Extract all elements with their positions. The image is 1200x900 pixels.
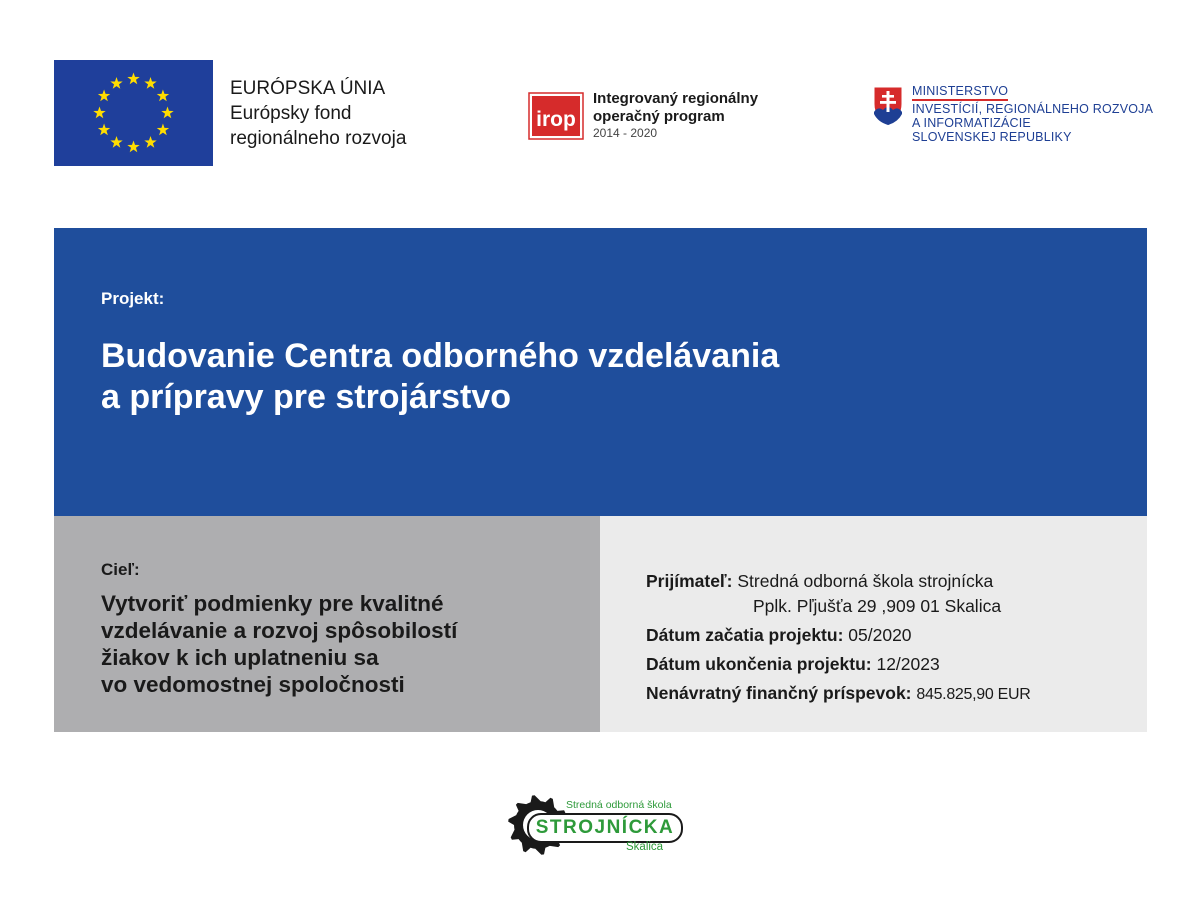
eu-star-icon [127,141,139,153]
ministry-line-2: INVESTÍCIÍ, REGIONÁLNEHO ROZVOJA [912,102,1154,116]
start-date-label: Dátum začatia projektu: [646,625,844,645]
eu-star-icon [127,73,139,85]
goal-line-2: vzdelávanie a rozvoj spôsobilostí [101,618,458,643]
start-date-value: 05/2020 [848,625,912,645]
goal-line-3: žiakov k ich uplatneniu sa [101,645,379,670]
ministry-line-1: MINISTERSTVO [912,84,1008,101]
irop-line-2: operačný program [593,108,725,125]
ministry-line-4: SLOVENSKEJ REPUBLIKY [912,130,1072,144]
eu-line-1: EURÓPSKA ÚNIA [230,78,386,99]
goal-panel [54,516,600,732]
irop-years: 2014 - 2020 [593,126,658,140]
eu-text [230,76,406,151]
eu-star-icon [144,77,156,89]
school-type: Stredná odborná škola [566,799,672,811]
ministry-line-3: A INFORMATIZÁCIE [912,116,1031,130]
grant-row [646,679,1030,708]
irop-text [593,90,758,140]
start-date-row [646,621,1030,650]
project-title-line-1: Budovanie Centra odborného vzdelávania [101,337,780,375]
end-date-value: 12/2023 [876,654,940,674]
end-date-label: Dátum ukončenia projektu: [646,654,872,674]
grant-value: 845.825,90 EUR [916,686,1031,703]
project-label: Projekt: [101,289,165,308]
eu-stars [54,60,213,166]
ministry-text [912,84,1153,144]
irop-line-1: Integrovaný regionálny [593,90,759,107]
project-title-line-2: a prípravy pre strojárstvo [101,378,512,416]
recipient-address: Pplk. Pľjušťa 29 ,909 01 Skalica [753,596,1002,616]
eu-star-icon [161,107,173,119]
goal-label: Cieľ: [101,560,140,579]
recipient-name: Stredná odborná škola strojnícka [737,571,994,591]
recipient-row [646,571,1030,592]
school-city: Skalica [626,841,664,853]
eu-star-icon [98,124,110,136]
school-name: STROJNÍCKA [527,813,683,843]
project-title [101,336,779,418]
eu-star-icon [110,136,122,148]
eu-star-icon [144,136,156,148]
slovak-coat-of-arms-icon [873,86,903,126]
eu-star-icon [110,77,122,89]
eu-star-icon [98,90,110,102]
recipient-label: Prijímateľ: [646,571,733,591]
goal-line-1: Vytvoriť podmienky pre kvalitné [101,591,444,616]
irop-logo-icon [528,92,584,140]
eu-star-icon [157,124,169,136]
grant-label: Nenávratný finančný príspevok: [646,683,912,703]
eu-line-3: regionálneho rozvoja [230,128,407,149]
info-panel [600,516,1147,732]
goal-text [101,590,457,698]
goal-line-4: vo vedomostnej spoločnosti [101,672,405,697]
eu-star-icon [157,90,169,102]
recipient-address-row [646,592,1030,621]
project-info [646,571,1030,708]
irop-logo-text: irop [536,108,576,131]
eu-star-icon [93,107,105,119]
eu-line-2: Európsky fond [230,103,352,124]
project-band [54,228,1147,516]
eu-flag-icon [54,60,213,166]
end-date-row [646,650,1030,679]
